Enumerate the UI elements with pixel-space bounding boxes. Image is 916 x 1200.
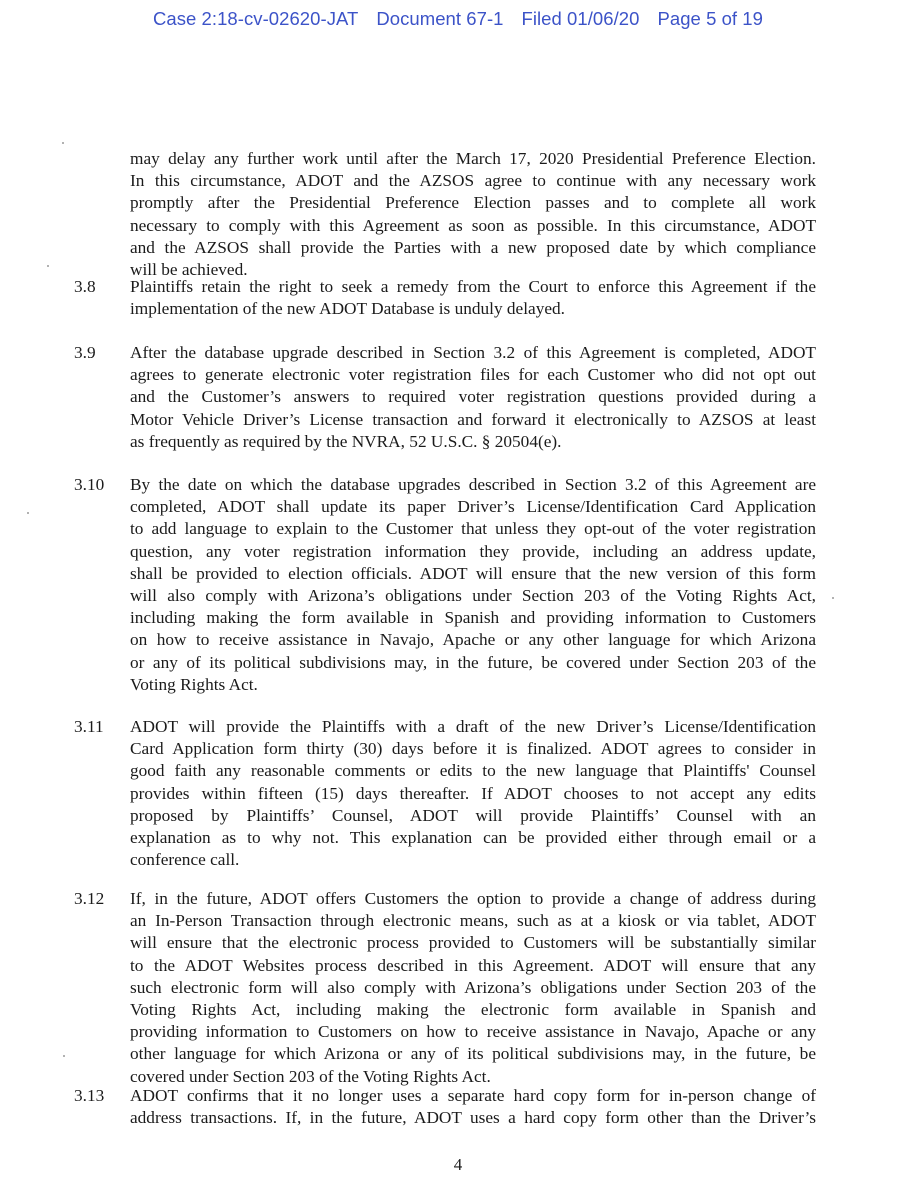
- paragraph-line: including making the form available in Spanish and providing information to Customers: [130, 608, 816, 628]
- paragraph-line: Voting Rights Act.: [130, 674, 258, 694]
- paragraph-line: address transactions. If, in the future, ADOT uses a hard copy form other than the Driver’s: [130, 1108, 816, 1128]
- paragraph-line: and the Customer’s answers to required voter registration questions provided during a: [130, 387, 816, 407]
- section-3-11-text: [130, 716, 816, 871]
- paragraph-line: or any of its political subdivisions may, in the future, be covered under Section 203 of the: [130, 652, 816, 672]
- section-3-8-text: [130, 276, 816, 320]
- scan-speck: [63, 1055, 65, 1057]
- section-number: 3.8: [74, 277, 96, 296]
- paragraph-line: covered under Section 203 of the Voting Rights Act.: [130, 1066, 491, 1086]
- paragraph-line: and the AZSOS shall provide the Parties with a new proposed date by which compliance: [130, 237, 816, 257]
- paragraph-line: If, in the future, ADOT offers Customers the option to provide a change of address during: [130, 889, 816, 908]
- paragraph-line: shall be provided to election officials. ADOT will ensure that the new version of this form: [130, 563, 816, 583]
- paragraph-line: other language for which Arizona or any of its political subdivisions may, in the future, be: [130, 1044, 816, 1064]
- paragraph-line: may delay any further work until after the March 17, 2020 Presidential Preference Election.: [130, 149, 816, 168]
- paragraph-line: to the ADOT Websites process described in this Agreement. ADOT will ensure that any: [130, 955, 816, 975]
- paragraph-line: completed, ADOT shall update its paper Driver’s License/Identification Card Application: [130, 497, 816, 517]
- scan-speck: [47, 265, 49, 267]
- paragraph-line: promptly after the Presidential Preference Election passes and to complete all work: [130, 193, 816, 213]
- section-number: 3.11: [74, 717, 104, 736]
- section-number: 3.10: [74, 475, 105, 494]
- paragraph-line: In this circumstance, ADOT and the AZSOS agree to continue with any necessary work: [130, 171, 816, 191]
- paragraph-line: will also comply with Arizona’s obligations under Section 203 of the Voting Rights Act,: [130, 586, 816, 606]
- section-number: 3.12: [74, 889, 105, 908]
- paragraph-line: necessary to comply with this Agreement as soon as possible. In this circumstance, ADOT: [130, 215, 816, 235]
- paragraph-line: Card Application form thirty (30) days before it is finalized. ADOT agrees to consider in: [130, 739, 816, 759]
- paragraph-line: explanation as to why not. This explanation can be provided either through email or a: [130, 828, 816, 848]
- paragraph-line: providing information to Customers on how to receive assistance in Navajo, Apache or any: [130, 1022, 816, 1042]
- scan-speck: [27, 512, 29, 514]
- scan-speck: [62, 142, 64, 144]
- case-number: Case 2:18-cv-02620-JAT: [152, 8, 359, 29]
- paragraph-line: ADOT will provide the Plaintiffs with a draft of the new Driver’s License/Identification: [130, 717, 816, 736]
- section-3-9-text: [130, 342, 816, 453]
- paragraph-line: question, any voter registration information they provide, including an address update,: [130, 541, 816, 561]
- paragraph-line: After the database upgrade described in Section 3.2 of this Agreement is completed, ADOT: [130, 343, 816, 362]
- paragraph-line: By the date on which the database upgrades described in Section 3.2 of this Agreement are: [130, 475, 816, 494]
- paragraph-line: an In-Person Transaction through electronic means, such as at a kiosk or via tablet, ADOT: [130, 911, 816, 931]
- paragraph-line: such electronic form will also comply with Arizona’s obligations under Section 203 of the: [130, 977, 816, 997]
- section-3-12-text: [130, 888, 816, 1088]
- continuation-paragraph: [130, 148, 816, 281]
- paragraph-line: agrees to generate electronic voter registration files for each Customer who did not opt out: [130, 365, 816, 385]
- paragraph-line: implementation of the new ADOT Database is unduly delayed.: [130, 299, 565, 319]
- paragraph-line: Plaintiffs retain the right to seek a remedy from the Court to enforce this Agreement if the: [130, 277, 816, 296]
- paragraph-line: Motor Vehicle Driver’s License transaction and forward it electronically to AZSOS at least: [130, 409, 816, 429]
- page-number: 4: [453, 1155, 463, 1174]
- paragraph-line: provides within fifteen (15) days thereafter. If ADOT chooses to not accept any edits: [130, 783, 816, 803]
- paragraph-line: will be achieved.: [130, 260, 248, 280]
- section-3-10-text: [130, 474, 816, 696]
- paragraph-line: to add language to explain to the Customer that unless they opt-out of the voter registration: [130, 519, 816, 539]
- document-number: Document 67-1: [376, 8, 504, 29]
- paragraph-line: as frequently as required by the NVRA, 52 U.S.C. § 20504(e).: [130, 431, 562, 451]
- paragraph-line: conference call.: [130, 850, 240, 870]
- paragraph-line: Voting Rights Act, including making the electronic form available in Spanish and: [130, 1000, 816, 1020]
- paragraph-line: ADOT confirms that it no longer uses a separate hard copy form for in-person change of: [130, 1086, 816, 1105]
- paragraph-line: on how to receive assistance in Navajo, Apache or any other language for which Arizona: [130, 630, 816, 650]
- paragraph-line: will ensure that the electronic process provided to Customers will be substantially similar: [130, 933, 816, 953]
- paragraph-line: proposed by Plaintiffs’ Counsel, ADOT will provide Plaintiffs’ Counsel with an: [130, 805, 816, 825]
- section-3-13-text: [130, 1085, 816, 1129]
- page-of-total: Page 5 of 19: [657, 8, 763, 29]
- section-number: 3.9: [74, 343, 96, 362]
- paragraph-line: good faith any reasonable comments or edits to the new language that Plaintiffs' Counsel: [130, 761, 816, 781]
- filed-date: Filed 01/06/20: [521, 8, 640, 29]
- section-number: 3.13: [74, 1086, 105, 1105]
- case-header: [0, 8, 916, 30]
- scan-speck: [832, 597, 834, 599]
